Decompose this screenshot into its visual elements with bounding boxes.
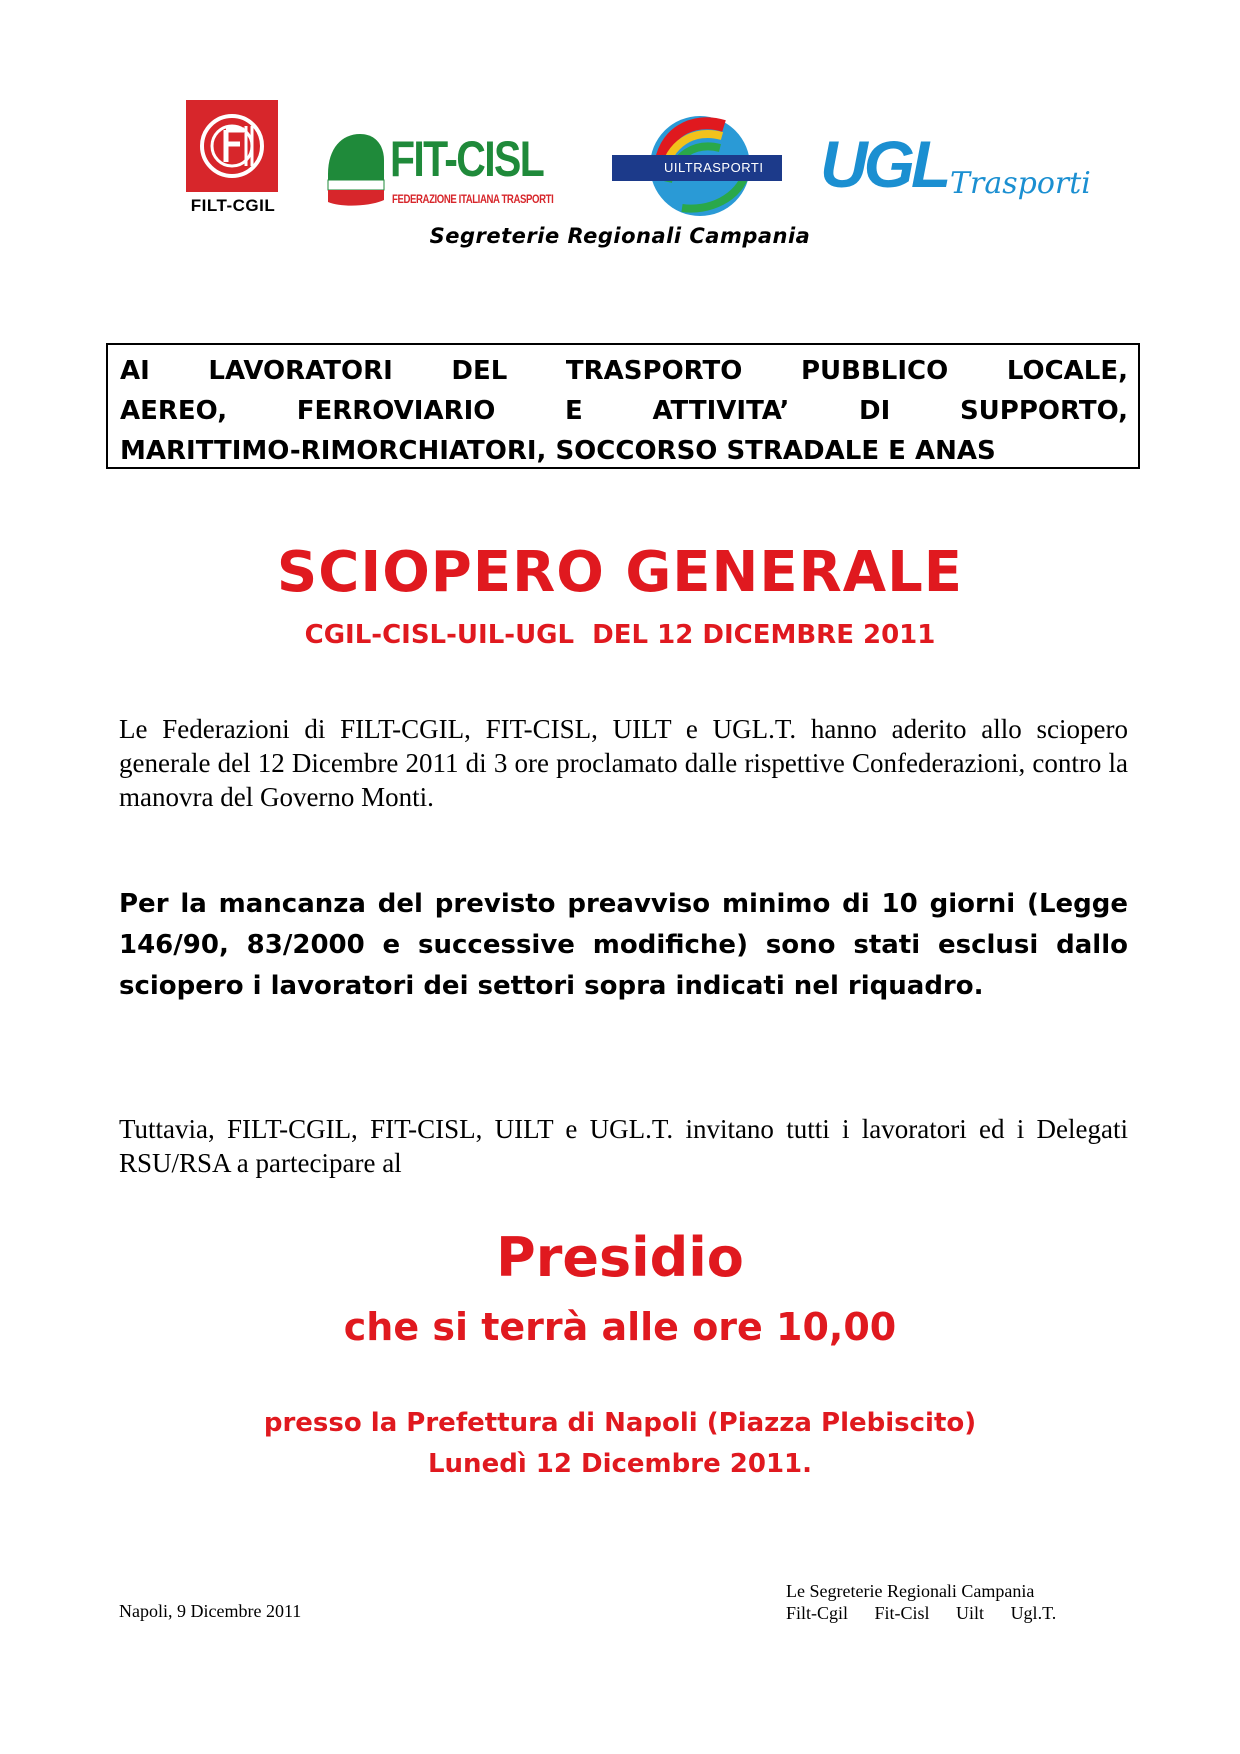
presidio-date: Lunedì 12 Dicembre 2011. (427, 1449, 813, 1479)
fit-cisl-emblem-icon (322, 130, 386, 214)
presidio-location: presso la Prefettura di Napoli (Piazza Plebiscito) (263, 1408, 977, 1438)
presidio-title: Presidio (496, 1226, 744, 1289)
signature-block (786, 1580, 1078, 1624)
signature-org: Uilt (956, 1603, 985, 1623)
filt-cgil-logo (186, 100, 280, 220)
place-date: Napoli, 9 Dicembre 2011 (119, 1601, 302, 1621)
ugl-name: UGL (820, 127, 948, 201)
presidio-time: che si terrà alle ore 10,00 (343, 1305, 897, 1349)
page-subtitle: CGIL-CISL-UIL-UGL DEL 12 DICEMBRE 2011 (304, 620, 936, 650)
filt-cgil-emblem-icon (186, 100, 278, 192)
recipients-text (120, 351, 1128, 471)
signature-org: Fit-Cisl (874, 1603, 930, 1623)
signature-title: Le Segreterie Regionali Campania (786, 1581, 1035, 1601)
recipients-box (106, 343, 1140, 469)
recipients-line: AI LAVORATORI DEL TRASPORTO PUBBLICO LOCALE, (120, 356, 1128, 386)
paragraph-invitation: Tuttavia, FILT-CGIL, FIT-CISL, UILT e UGL.T. invitano tutti i lavoratori ed i Delegati RSU/RSA a partecipare al (119, 1114, 1128, 1178)
uiltrasporti-label: UILTRASPORTI (664, 160, 764, 175)
uiltrasporti-band (612, 155, 782, 181)
fit-cisl-name: FIT-CISL (390, 131, 544, 187)
ugl-trasporti-logo (820, 126, 1091, 222)
uiltrasporti-logo (612, 108, 782, 220)
paragraph-adhesion: Le Federazioni di FILT-CGIL, FIT-CISL, UILT e UGL.T. hanno aderito allo sciopero generale del 12 Dicembre 2011 di 3 ore proclamato dalle rispettive Confederazioni, contro la manovra del Governo Monti. (119, 714, 1128, 812)
signature-orgs (786, 1602, 1078, 1624)
recipients-line: MARITTIMO-RIMORCHIATORI, SOCCORSO STRADALE E ANAS (120, 436, 996, 466)
filt-cgil-mark (186, 100, 278, 192)
signature-org: Filt-Cgil (786, 1603, 849, 1623)
presidio-location-block (0, 1403, 1240, 1485)
fit-cisl-subtitle: FEDERAZIONE ITALIANA TRASPORTI (392, 192, 554, 206)
paragraph-exclusion: Per la mancanza del previsto preavviso minimo di 10 giorni (Legge 146/90, 83/2000 e successive modifiche) sono stati esclusi dallo sciopero i lavoratori dei settori sopra indicati nel riquadro. (119, 889, 1128, 1001)
page-title: SCIOPERO GENERALE (276, 540, 964, 605)
filt-cgil-label: FILT-CGIL (190, 196, 276, 215)
signature-org: Ugl.T. (1010, 1603, 1057, 1623)
fit-cisl-logo (322, 130, 572, 214)
ugl-trasporti-label: Trasporti (950, 166, 1091, 201)
recipients-line: AEREO, FERROVIARIO E ATTIVITA’ DI SUPPORTO, (120, 396, 1128, 426)
segreterie-heading: Segreterie Regionali Campania (429, 224, 811, 248)
